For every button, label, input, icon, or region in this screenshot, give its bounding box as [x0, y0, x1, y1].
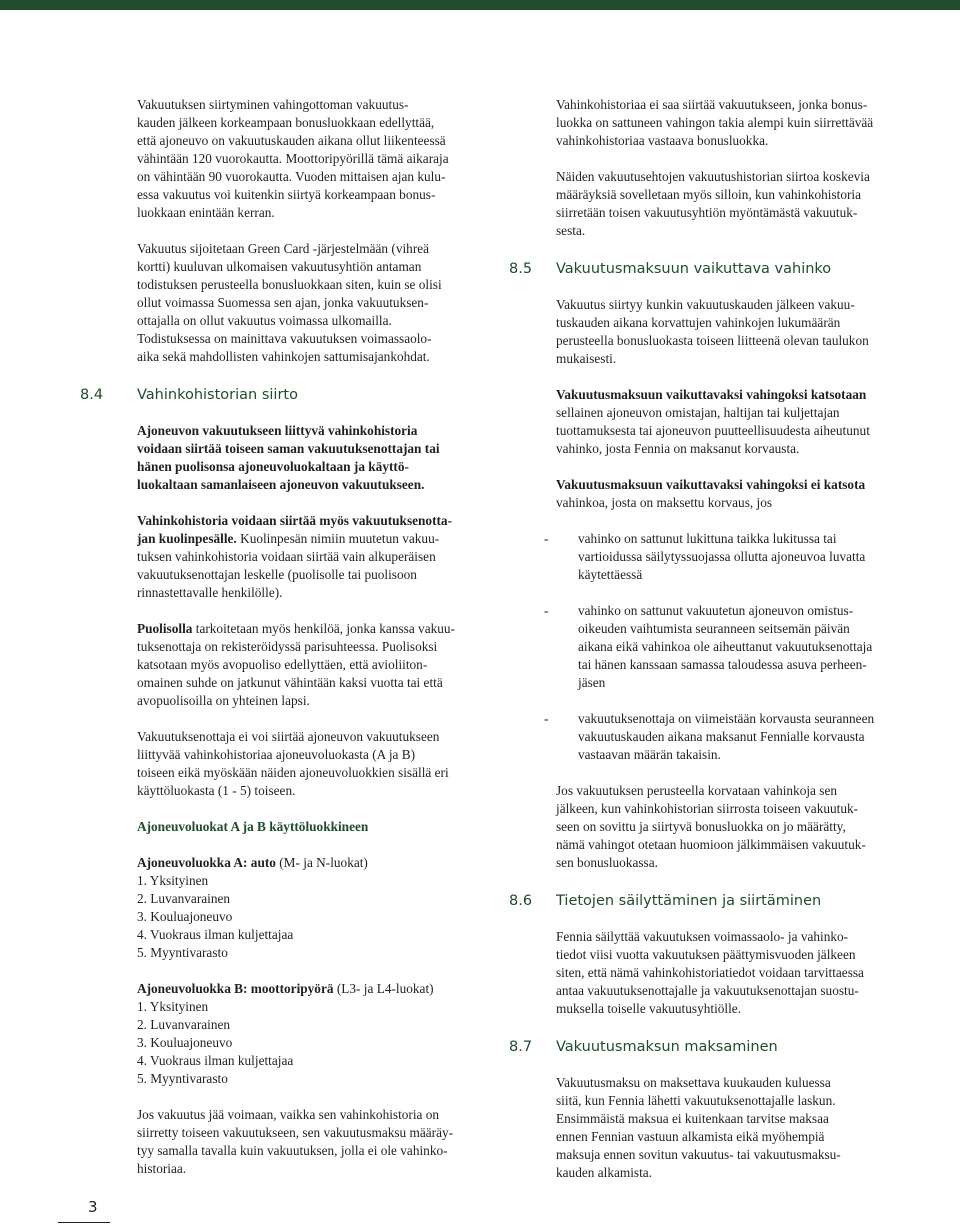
- text-line: vahinko on sattunut vakuutetun ajoneuvon omistus-: [578, 603, 854, 618]
- estate-continued: [137, 548, 482, 602]
- bold-text: jan kuolinpesälle.: [137, 531, 237, 546]
- section-title: Vahinkohistorian siirto: [137, 387, 298, 403]
- top-brand-bar: [0, 0, 960, 10]
- text-line: vakuutuskauden aikana maksanut Fennialle korvausta: [578, 729, 865, 744]
- vehicle-class-b: [137, 980, 482, 1088]
- text-line: siirretty toiseen vakuutukseen, sen vakuutusmaksu määräy-: [137, 1125, 454, 1140]
- text-line: ennen Fennian vastuun alkamista eikä myöhempiä: [556, 1129, 825, 1144]
- text-line: siitä, kun Fennia lähetti vakuutuksenottajalle laskun.: [556, 1093, 836, 1108]
- list-item: [544, 710, 901, 764]
- text-line: vahinkoa, josta on maksettu korvaus, jos: [556, 495, 773, 510]
- text: tarkoitetaan myös henkilöä, jonka kanssa vakuu-: [192, 621, 455, 636]
- text-line: oikeuden vaihtumista seuranneen seitsemän päivän: [578, 621, 850, 636]
- text-line: Todistuksessa on mainittava vakuutuksen voimassaolo-: [137, 331, 432, 346]
- text-line: ottajalla on ollut vakuutus voimassa ulkomailla.: [137, 313, 392, 328]
- considered-continued: [556, 404, 901, 458]
- dash-bullet: -: [544, 531, 549, 546]
- text-line: liittyvää vahinkohistoriaa ajoneuvoluokasta (A ja B): [137, 747, 416, 762]
- not-considered-paragraph: [556, 476, 901, 512]
- paragraph: [556, 782, 901, 872]
- text-line: maksuja ennen sovitun vakuutus- tai vakuutusmaksu-: [556, 1147, 841, 1162]
- list-item: [544, 602, 901, 692]
- text-line: Ensimmäistä maksua ei kuitenkaan tarvitse maksaa: [556, 1111, 829, 1126]
- text-line: ollut voimassa Suomessa sen ajan, jonka vakuutuksen-: [137, 295, 429, 310]
- text-line: jälkeen, kun vahinkohistorian siirrosta toiseen vakuutuk-: [556, 801, 859, 816]
- text-line: Vakuutus siirtyy kunkin vakuutuskauden jälkeen vakuu-: [556, 297, 855, 312]
- text-line: sesta.: [556, 223, 586, 238]
- bold-text: Ajoneuvoluokka A: auto: [137, 855, 276, 870]
- text-line: toiseen eikä myöskään näiden ajoneuvoluokkien sisällä eri: [137, 765, 449, 780]
- text-line: Vakuutusmaksu on maksettava kuukauden kuluessa: [556, 1075, 831, 1090]
- text-line: aikana eikä vahinkoa ole aiheuttanut vakuutuksenottaja: [578, 639, 873, 654]
- bold-text: Puolisolla: [137, 621, 193, 636]
- text-line: vahinkohistoriaa vastaava bonusluokka.: [556, 133, 769, 148]
- text-line: omainen suhde on jatkunut vähintään kaksi vuotta tai että: [137, 675, 443, 690]
- text-line: Vakuutuksen siirtyminen vahingottoman vakuutus-: [137, 97, 409, 112]
- text-line: kauden jälkeen korkeampaan bonusluokkaan edellyttää,: [137, 115, 435, 130]
- section-title: Vakuutusmaksun maksaminen: [556, 1039, 778, 1055]
- text-line: tai hänen kanssaan samassa taloudessa asuva perheen-: [578, 657, 867, 672]
- section-number: 8.6: [509, 893, 533, 909]
- text: Kuolinpesän nimiin muutetun vakuu-: [236, 531, 440, 546]
- exception-list: [544, 530, 901, 764]
- text: (L3- ja L4-luokat): [333, 981, 434, 996]
- text-line: tuskauden aikana korvattujen vahinkojen lukumäärän: [556, 315, 841, 330]
- dash-bullet: -: [544, 711, 549, 726]
- bold-text: Vahinkohistoria voidaan siirtää myös vakuutuksenotta-: [137, 513, 453, 528]
- considered-paragraph: [556, 386, 901, 458]
- text-line: Ajoneuvon vakuutukseen liittyvä vahinkohistoria: [137, 423, 418, 438]
- text-line: on vähintään 90 vuorokautta. Vuoden mittaisen ajan kulu-: [137, 169, 446, 184]
- section-number: 8.7: [509, 1039, 533, 1055]
- text-line: kortti) kuuluvan ulkomaisen vakuutusyhtiön antaman: [137, 259, 422, 274]
- not-considered-continued: [556, 494, 901, 512]
- text-line: rinnastettavalle henkilölle).: [137, 585, 283, 600]
- spouse-continued: [137, 638, 482, 710]
- bold-text: Ajoneuvoluokka B: moottoripyörä: [137, 981, 334, 996]
- spouse-paragraph: [137, 620, 482, 710]
- text-line: kauden alkamista.: [556, 1165, 652, 1180]
- list-item: [544, 530, 901, 584]
- text-line: vahinko, josta Fennia on maksanut korvausta.: [556, 441, 800, 456]
- class-title: [137, 980, 482, 998]
- class-title: [137, 854, 482, 872]
- text-line: luokkaan enintään kerran.: [137, 205, 275, 220]
- left-column: [80, 96, 482, 1196]
- text-line: mukaisesti.: [556, 351, 617, 366]
- section-title: Tietojen säilyttäminen ja siirtäminen: [556, 893, 822, 909]
- text-line: vartioidussa säilytyssuojassa ollutta ajoneuvoa luvatta: [578, 549, 866, 564]
- list-item: 5. Myyntivarasto: [137, 1071, 228, 1086]
- text-line: [137, 530, 482, 548]
- text-line: sellainen ajoneuvon omistajan, haltijan tai kuljettajan: [556, 405, 840, 420]
- text-line: perusteella bonusluokasta toiseen liitteenä olevan taulukon: [556, 333, 869, 348]
- text-line: [137, 620, 482, 638]
- list-item: 3. Kouluajoneuvo: [137, 1035, 233, 1050]
- bold-line: Vakuutusmaksuun vaikuttavaksi vahingoksi katsotaan: [556, 387, 867, 402]
- section-heading-8-4: [80, 386, 482, 404]
- text-line: nämä vahingot otetaan huomioon jälkimmäisen vakuutuk-: [556, 837, 866, 852]
- list-item: 3. Kouluajoneuvo: [137, 909, 233, 924]
- text-line: seen on sovittu ja siirtyvä bonusluokka on jo määrätty,: [556, 819, 846, 834]
- list-item: 5. Myyntivarasto: [137, 945, 228, 960]
- text-line: siirretään toisen vakuutusyhtiön myöntämästä vakuutuk-: [556, 205, 858, 220]
- text-line: todistuksen perusteella bonusluokkaan siten, kuin se olisi: [137, 277, 442, 292]
- text-line: sen bonusluokassa.: [556, 855, 658, 870]
- vehicle-class-a: [137, 854, 482, 962]
- list-item: 1. Yksityinen: [137, 873, 209, 888]
- paragraph: [556, 296, 901, 368]
- text-line: vahinko on sattunut lukittuna taikka lukitussa tai: [578, 531, 837, 546]
- text-line: Vahinkohistoriaa ei saa siirtää vakuutukseen, jonka bonus-: [556, 97, 868, 112]
- text-line: vastaavan määrän takaisin.: [578, 747, 721, 762]
- text-line: Jos vakuutuksen perusteella korvataan vahinkoja sen: [556, 783, 838, 798]
- text-line: historiaa.: [137, 1161, 187, 1176]
- text-line: muksella toiselle vakuutusyhtiölle.: [556, 1001, 742, 1016]
- estate-paragraph: [137, 512, 482, 602]
- page-number: 3: [88, 1198, 98, 1216]
- text-line: essa vakuutus voi kuitenkin siirtyä korkeampaan bonus-: [137, 187, 436, 202]
- list-item: 2. Luvanvarainen: [137, 891, 231, 906]
- paragraph: [137, 728, 482, 800]
- section-heading-8-6: [509, 892, 901, 910]
- section-heading-8-5: [509, 260, 901, 278]
- bold-line: Vakuutusmaksuun vaikuttavaksi vahingoksi ei katsota: [556, 477, 866, 492]
- paragraph: [137, 96, 482, 222]
- text-line: siten, että nämä vahinkohistoriatiedot voidaan tarvittaessa: [556, 965, 864, 980]
- dash-bullet: -: [544, 603, 549, 618]
- footer-rule: [58, 1222, 110, 1223]
- section-title: Vakuutusmaksuun vaikuttava vahinko: [556, 261, 832, 277]
- text-line: voidaan siirtää toiseen saman vakuutuksenottajan tai: [137, 441, 440, 456]
- text-line: antaa vakuutuksenottajalle ja vakuutuksenottajan suostu-: [556, 983, 859, 998]
- text-line: vähintään 120 vuorokautta. Moottoripyörillä tämä aikaraja: [137, 151, 449, 166]
- text-line: vakuutuksenottaja on viimeistään korvausta seuranneen: [578, 711, 875, 726]
- paragraph: [556, 1074, 901, 1182]
- list-item: 2. Luvanvarainen: [137, 1017, 231, 1032]
- text-line: Fennia säilyttää vakuutuksen voimassaolo- ja vahinko-: [556, 929, 849, 944]
- text: (M- ja N-luokat): [275, 855, 368, 870]
- section-number: 8.5: [509, 261, 533, 277]
- text-line: käytettäessä: [578, 567, 643, 582]
- text-line: tuksenottaja on rekisteröidyssä parisuhteessa. Puolisoksi: [137, 639, 438, 654]
- text-line: tuottamuksesta tai ajoneuvon puutteellisuudesta aiheutunut: [556, 423, 870, 438]
- text-line: tyy samalla tavalla kuin vakuutuksen, jolla ei ole vahinko-: [137, 1143, 448, 1158]
- text-line: Näiden vakuutusehtojen vakuutushistorian siirtoa koskevia: [556, 169, 870, 184]
- list-item: 4. Vuokraus ilman kuljettajaa: [137, 927, 294, 942]
- text-line: Jos vakuutus jää voimaan, vaikka sen vahinkohistoria on: [137, 1107, 440, 1122]
- paragraph: [556, 928, 901, 1018]
- text-line: avopuolisoilla on yhteinen lapsi.: [137, 693, 310, 708]
- text-line: tuksen vahinkohistoria voidaan siirtää vain alkuperäisen: [137, 549, 436, 564]
- text-line: jäsen: [578, 675, 606, 690]
- text-line: luokaltaan samanlaiseen ajoneuvon vakuutukseen.: [137, 477, 425, 492]
- text-line: hänen puolisonsa ajoneuvoluokaltaan ja käyttö-: [137, 459, 409, 474]
- list-item: 1. Yksityinen: [137, 999, 209, 1014]
- text-line: että ajoneuvo on vakuutuskauden aikana ollut liikenteessä: [137, 133, 446, 148]
- text-line: vakuutuksenottajan leskelle (puolisolle tai puolisoon: [137, 567, 417, 582]
- right-column: [509, 96, 901, 1200]
- text-line: katsotaan myös avopuoliso edellyttäen, että avioliiton-: [137, 657, 428, 672]
- text-line: Vakuutus sijoitetaan Green Card -järjestelmään (vihreä: [137, 241, 430, 256]
- list-item: 4. Vuokraus ilman kuljettajaa: [137, 1053, 294, 1068]
- paragraph: [556, 96, 901, 150]
- paragraph: [137, 240, 482, 366]
- text-line: tiedot viisi vuotta vakuutuksen päättymisvuoden jälkeen: [556, 947, 856, 962]
- text-line: aika sekä mahdollisten vahinkojen sattumisajankohdat.: [137, 349, 430, 364]
- text-line: määräyksiä sovelletaan myös silloin, kun vahinkohistoria: [556, 187, 862, 202]
- text-line: käyttöluokasta (1 - 5) toiseen.: [137, 783, 296, 798]
- paragraph: [556, 168, 901, 240]
- text-line: [137, 512, 482, 530]
- vehicle-classes-subheading: Ajoneuvoluokat A ja B käyttöluokkineen: [137, 819, 369, 834]
- text-line: Vakuutuksenottaja ei voi siirtää ajoneuvon vakuutukseen: [137, 729, 440, 744]
- bold-paragraph: [137, 422, 482, 494]
- class-b-list: [137, 998, 482, 1088]
- text-line: luokka on sattuneen vahingon takia alempi kuin siirrettävää: [556, 115, 874, 130]
- section-number: 8.4: [80, 387, 104, 403]
- section-heading-8-7: [509, 1038, 901, 1056]
- paragraph: [137, 1106, 482, 1178]
- class-a-list: [137, 872, 482, 962]
